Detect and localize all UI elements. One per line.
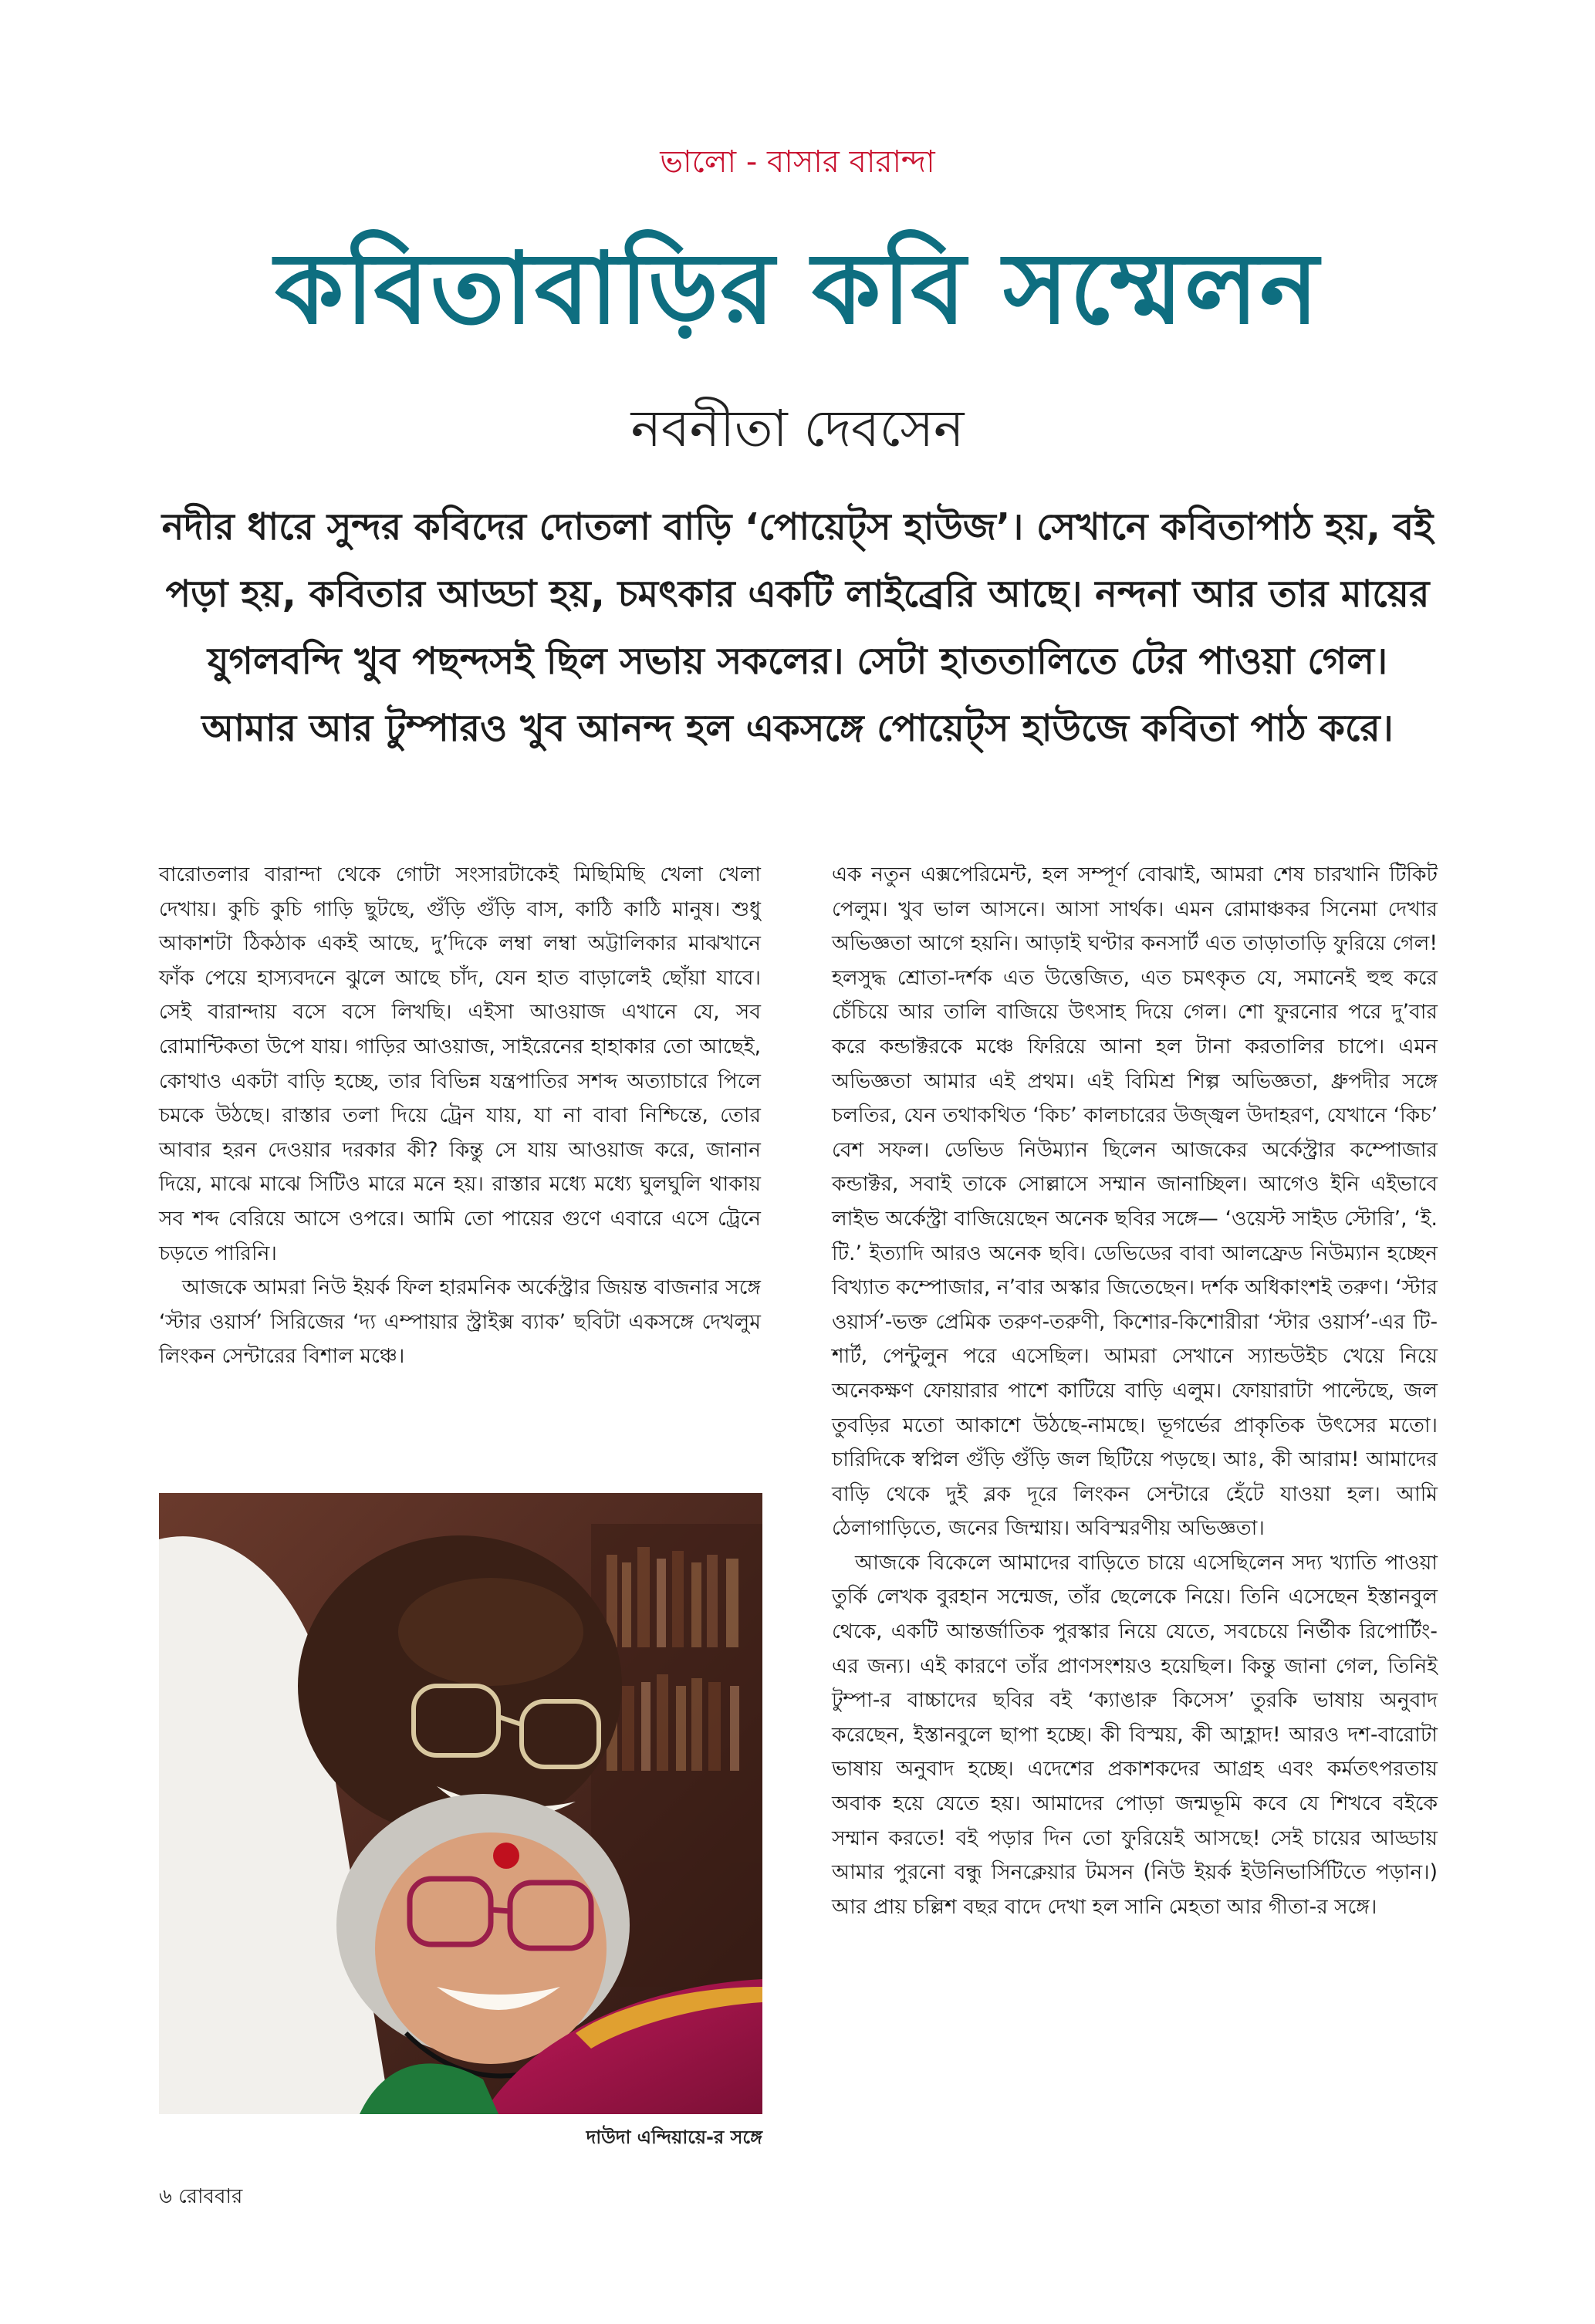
page-folio: ৬ রোববার [159, 2185, 243, 2208]
paragraph: বারোতলার বারান্দা থেকে গোটা সংসারটাকেই মিছিমিছি খেলা খেলা দেখায়। কুচি কুচি গাড়ি ছুটছে, গুঁড়ি গুঁড়ি বাস, কাঠি কাঠি মানুষ। শুধু আকাশটা ঠিকঠাক একই আছে, দু’দিকে লম্বা লম্বা অট্টালিকার মাঝখানে ফাঁক পেয়ে হাস্যবদনে ঝুলে আছে চাঁদ, যেন হাত বাড়ালেই ছোঁয়া যাবে। সেই বারান্দায় বসে বসে লিখছি। এইসা আওয়াজ এখানে যে, সব রোমান্টিকতা উপে যায়। গাড়ির আওয়াজ, সাইরেনের হাহাকার তো আছেই, কোথাও একটা বাড়ি হচ্ছে, তার বিভিন্ন যন্ত্রপাতির সশব্দ অত্যাচারে পিলে চমকে উঠছে। রাস্তার তলা দিয়ে ট্রেন যায়, যা না বাবা নিশ্চিন্তে, তোর আবার হরন দেওয়ার দরকার কী? কিন্তু সে যায় আওয়াজ করে, জানান দিয়ে, মাঝে মাঝে সিটিও মারে মনে হয়। রাস্তার মধ্যে মধ্যে ঘুলঘুলি থাকায় সব শব্দ বেরিয়ে আসে ওপরে। আমি তো পায়ের গুণে এবারে এসে ট্রেনে চড়তে পারিনি। [159, 863, 761, 1265]
paragraph: আজকে আমরা নিউ ইয়র্ক ফিল হারমনিক অর্কেস্ট্রার জিয়ন্ত বাজনার সঙ্গে ‘স্টার ওয়ার্স’ সিরিজের ‘দ্য এম্পায়ার স্ট্রাইক্স ব্যাক’ ছবিটা একসঙ্গে দেখলুম লিংকন সেন্টারের বিশাল মঞ্চে। [159, 1275, 761, 1369]
paragraph: আজকে বিকেলে আমাদের বাড়িতে চায়ে এসেছিলেন সদ্য খ্যাতি পাওয়া তুর্কি লেখক বুরহান সন্মেজ, তাঁর ছেলেকে নিয়ে। তিনি এসেছেন ইস্তানবুল থেকে, একটি আন্তর্জাতিক পুরস্কার নিয়ে যেতে, সবচেয়ে নির্ভীক রিপোর্টিং-এর জন্য। এই কারণে তাঁর প্রাণসংশয়ও হয়েছিল। কিন্তু জানা গেল, তিনিই টুম্পা-র বাচ্চাদের ছবির বই ‘ক্যাঙারু কিসেস’ তুরকি ভাষায় অনুবাদ করেছেন, ইস্তানবুলে ছাপা হচ্ছে। কী বিস্ময়, কী আহ্লাদ! আরও দশ-বারোটা ভাষায় অনুবাদ হচ্ছে। এদেশের প্রকাশকদের আগ্রহ এবং কর্মতৎপরতায় অবাক হয়ে যেতে হয়। আমাদের পোড়া জন্মভূমি কবে যে শিখবে বইকে সম্মান করতে! বই পড়ার দিন তো ফুরিয়েই আসছে! সেই চায়ের আড্ডায় আমার পুরনো বন্ধু সিনক্লেয়ার টমসন (নিউ ইয়র্ক ইউনিভার্সিটিতে পড়ান।) আর প্রায় চল্লিশ বছর বাদে দেখা হল সানি মেহতা আর গীতা-র সঙ্গে। [832, 1550, 1438, 1919]
article-column-right [832, 858, 1438, 1924]
section-label: ভালো - বাসার বারান্দা [660, 144, 935, 180]
photo-caption: দাউদা এন্দিয়ায়ে-র সঙ্গে [586, 2126, 762, 2148]
paragraph: এক নতুন এক্সপেরিমেন্ট, হল সম্পূর্ণ বোঝাই, আমরা শেষ চারখানি টিকিট পেলুম। খুব ভাল আসনে। আসা সার্থক। এমন রোমাঞ্চকর সিনেমা দেখার অভিজ্ঞতা আগে হয়নি। আড়াই ঘণ্টার কনসার্ট এত তাড়াতাড়ি ফুরিয়ে গেল! হলসুদ্ধ শ্রোতা-দর্শক এত উত্তেজিত, এত চমৎকৃত যে, সমানেই হুহু করে চেঁচিয়ে আর তালি বাজিয়ে উৎসাহ দিয়ে গেল। শো ফুরনোর পরে দু’বার করে কন্ডাক্টরকে মঞ্চে ফিরিয়ে আনা হল টানা করতালির চাপে। এমন অভিজ্ঞতা আমার এই প্রথম। এই বিমিশ্র শিল্প অভিজ্ঞতা, ধ্রুপদীর সঙ্গে চলতির, যেন তথাকথিত ‘কিচ’ কালচারের উজ্জ্বল উদাহরণ, যেখানে ‘কিচ’ বেশ সফল। ডেভিড নিউম্যান ছিলেন আজকের অর্কেস্ট্রার কম্পোজার কন্ডাক্টর, সবাই তাকে সোল্লাসে সম্মান জানাচ্ছিল। আগেও ইনি এইভাবে লাইভ অর্কেস্ট্রা বাজিয়েছেন অনেক ছবির সঙ্গে— ‘ওয়েস্ট সাইড স্টোরি’, ‘ই. টি.’ ইত্যাদি আরও অনেক ছবি। ডেভিডের বাবা আলফ্রেড নিউম্যান হচ্ছেন বিখ্যাত কম্পোজার, ন’বার অস্কার জিতেছেন। দর্শক অধিকাংশই তরুণ। ‘স্টার ওয়ার্স’-ভক্ত প্রেমিক তরুণ-তরুণী, কিশোর-কিশোরীরা ‘স্টার ওয়ার্স’-এর টি-শার্ট, পেন্টুলুন পরে এসেছিল। আমরা সেখানে স্যান্ডউইচ খেয়ে নিয়ে অনেকক্ষণ ফোয়ারার পাশে কাটিয়ে বাড়ি এলুম। ফোয়ারাটা পাল্টেছে, জল তুবড়ির মতো আকাশে উঠছে-নামছে। ভূগর্ভের প্রাকৃতিক উৎসের মতো। চারিদিকে স্বপ্নিল গুঁড়ি গুঁড়ি জল ছিটিয়ে পড়ছে। আঃ, কী আরাম! আমাদের বাড়ি থেকে দুই ব্লক দূরে লিংকন সেন্টারে হেঁটে যাওয়া হল। আমি ঠেলাগাড়িতে, জনের জিম্মায়। অবিস্মরণীয় অভিজ্ঞতা। [832, 863, 1438, 1541]
article-column-left [159, 858, 761, 1374]
author-byline: নবনীতা দেবসেন [630, 399, 965, 458]
standfirst [154, 494, 1441, 762]
headline: কবিতাবাড়ির কবি সম্মেলন [275, 231, 1320, 346]
standfirst-text: নদীর ধারে সুন্দর কবিদের দোতলা বাড়ি ‘পোয়েট্‌স হাউজ’। সেখানে কবিতাপাঠ হয়, বই পড়া হয়, কবিতার আড্ডা হয়, চমৎকার একটি লাইব্রেরি আছে। নন্দনা আর তার মায়ের যুগলবন্দি খুব পছন্দসই ছিল সভায় সকলের। সেটা হাততালিতে টের পাওয়া গেল। আমার আর টুম্পারও খুব আনন্দ হল একসঙ্গে পোয়েট্‌স হাউজে কবিতা পাঠ করে। [161, 505, 1434, 750]
article-photo [159, 1493, 762, 2114]
